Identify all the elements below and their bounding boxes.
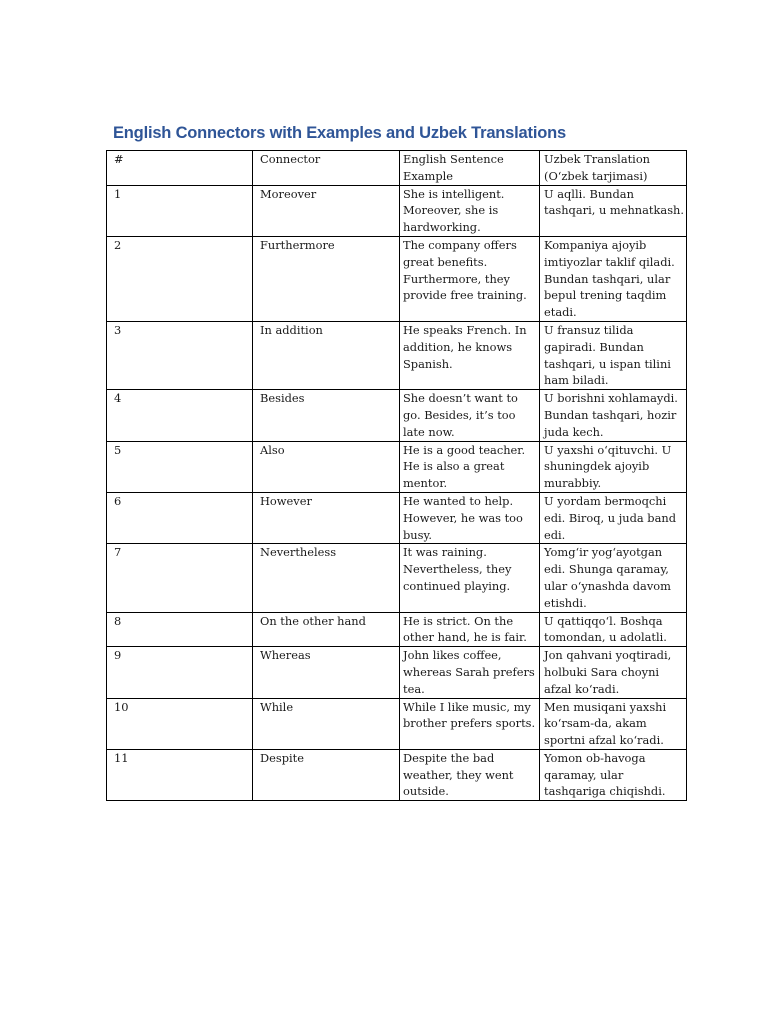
header-uzbek-translation: Uzbek Translation (O‘zbek tarjimasi) (540, 151, 687, 186)
row-number: 9 (107, 647, 253, 698)
header-connector: Connector (253, 151, 400, 186)
row-number: 8 (107, 612, 253, 647)
row-uzbek-translation: U yordam bermoqchi edi. Biroq, u juda band edi. (540, 492, 687, 543)
row-connector: Moreover (253, 185, 400, 236)
row-connector: Furthermore (253, 236, 400, 321)
row-number: 3 (107, 321, 253, 389)
row-uzbek-translation: Yomg‘ir yog‘ayotgan edi. Shunga qaramay, ular o‘ynashda davom etishdi. (540, 544, 687, 612)
table-row (107, 321, 687, 389)
row-uzbek-translation: U yaxshi o‘qituvchi. U shuningdek ajoyib murabbiy. (540, 441, 687, 492)
row-connector: Despite (253, 749, 400, 800)
row-connector: Nevertheless (253, 544, 400, 612)
row-uzbek-translation: Men musiqani yaxshi ko‘rsam-da, akam sportni afzal ko‘radi. (540, 698, 687, 749)
row-connector: In addition (253, 321, 400, 389)
row-number: 10 (107, 698, 253, 749)
row-uzbek-translation: Yomon ob-havoga qaramay, ular tashqariga chiqishdi. (540, 749, 687, 800)
table-row (107, 544, 687, 612)
row-number: 11 (107, 749, 253, 800)
row-english-example: He is a good teacher. He is also a great mentor. (400, 441, 540, 492)
row-english-example: She doesn’t want to go. Besides, it’s too late now. (400, 390, 540, 441)
row-connector: On the other hand (253, 612, 400, 647)
row-english-example: It was raining. Nevertheless, they continued playing. (400, 544, 540, 612)
row-uzbek-translation: Jon qahvani yoqtiradi, holbuki Sara choyni afzal ko‘radi. (540, 647, 687, 698)
row-connector: Besides (253, 390, 400, 441)
row-english-example: Despite the bad weather, they went outside. (400, 749, 540, 800)
table-row (107, 390, 687, 441)
table-row (107, 185, 687, 236)
row-connector: However (253, 492, 400, 543)
row-connector: Also (253, 441, 400, 492)
table-header-row (107, 151, 687, 186)
table-row (107, 647, 687, 698)
table-row (107, 612, 687, 647)
row-english-example: While I like music, my brother prefers sports. (400, 698, 540, 749)
row-uzbek-translation: U borishni xohlamaydi. Bundan tashqari, hozir juda kech. (540, 390, 687, 441)
row-connector: While (253, 698, 400, 749)
row-english-example: The company offers great benefits. Furthermore, they provide free training. (400, 236, 540, 321)
row-uzbek-translation: U qattiqqo‘l. Boshqa tomondan, u adolatli. (540, 612, 687, 647)
row-uzbek-translation: Kompaniya ajoyib imtiyozlar taklif qiladi. Bundan tashqari, ular bepul trening taqdim etadi. (540, 236, 687, 321)
row-number: 5 (107, 441, 253, 492)
table-row (107, 236, 687, 321)
table-row (107, 749, 687, 800)
row-number: 7 (107, 544, 253, 612)
row-number: 2 (107, 236, 253, 321)
page-title: English Connectors with Examples and Uzbek Translations (113, 124, 566, 142)
connectors-table (106, 150, 687, 801)
row-number: 4 (107, 390, 253, 441)
row-english-example: He is strict. On the other hand, he is fair. (400, 612, 540, 647)
table-row (107, 698, 687, 749)
row-english-example: He speaks French. In addition, he knows Spanish. (400, 321, 540, 389)
row-number: 6 (107, 492, 253, 543)
row-uzbek-translation: U aqlli. Bundan tashqari, u mehnatkash. (540, 185, 687, 236)
table-row (107, 492, 687, 543)
row-english-example: John likes coffee, whereas Sarah prefers tea. (400, 647, 540, 698)
row-uzbek-translation: U fransuz tilida gapiradi. Bundan tashqari, u ispan tilini ham biladi. (540, 321, 687, 389)
row-english-example: She is intelligent. Moreover, she is hardworking. (400, 185, 540, 236)
table-row (107, 441, 687, 492)
row-connector: Whereas (253, 647, 400, 698)
header-number: # (107, 151, 253, 186)
header-english-example: English Sentence Example (400, 151, 540, 186)
row-number: 1 (107, 185, 253, 236)
row-english-example: He wanted to help. However, he was too busy. (400, 492, 540, 543)
